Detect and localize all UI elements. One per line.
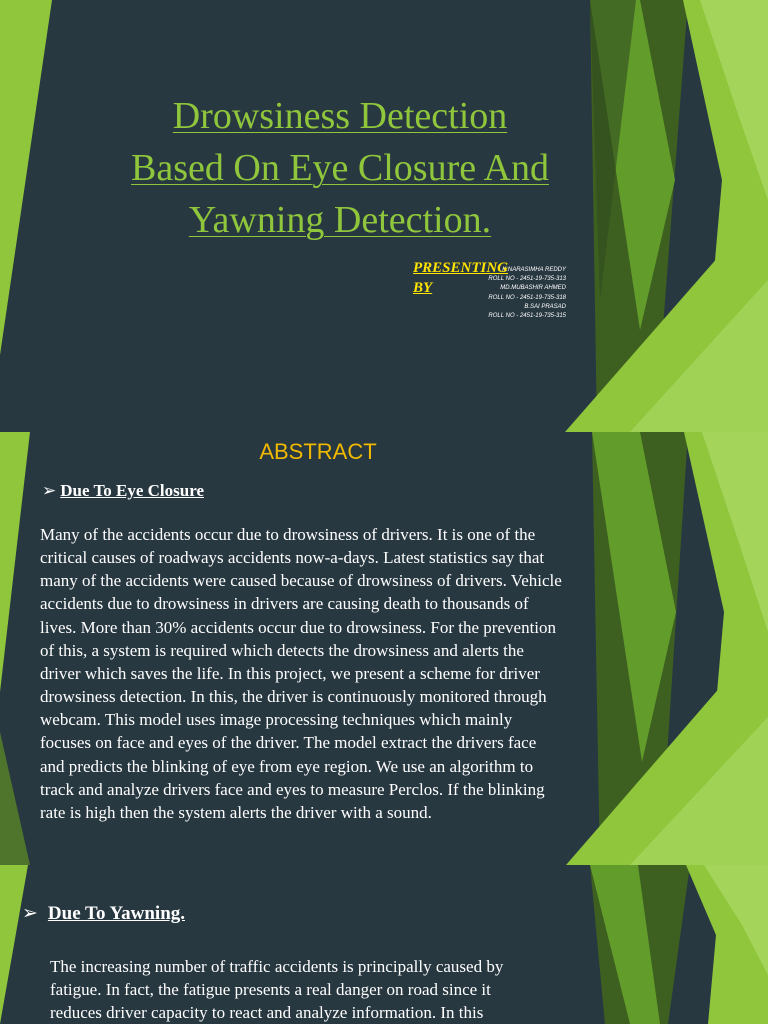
paragraph-line: rate is high then the system alerts the driver with a sound. — [40, 802, 432, 822]
presenter-line: MD.MUBASHIR AHMED — [500, 285, 566, 292]
eye-closure-paragraph — [40, 523, 620, 824]
arrow-bullet-icon: ➢ — [22, 903, 38, 924]
paragraph-line: Many of the accidents occur due to drowsiness of drivers. It is one of the — [40, 525, 536, 544]
bullet-label: Due To Yawning. — [47, 903, 186, 924]
title-line: Drowsiness Detection — [172, 95, 508, 137]
presenter-line: K.NARASIMHA REDDY — [502, 267, 566, 273]
abstract-heading: ABSTRACT — [259, 439, 377, 464]
presenting-line: PRESENTING — [413, 260, 509, 276]
title-slide — [0, 0, 768, 432]
paragraph-line: lives. More than 30% accidents occur due to drowsiness. For the prevention — [40, 617, 557, 637]
arrow-bullet-icon: ➢ — [42, 481, 57, 500]
presenting-by-label — [413, 258, 523, 298]
paragraph-line: focuses on face and eyes of the driver. The model extract the drivers face — [40, 733, 537, 753]
paragraph-line: reduces driver capacity to react and analyze information. In this — [50, 1003, 484, 1023]
paragraph-line: drowsiness detection. In this, the driver is continuously monitored through — [40, 687, 547, 707]
paragraph-line: track and analyze drivers face and eyes to measure Perclos. If the blinking — [40, 779, 545, 799]
yawning-paragraph — [50, 955, 590, 1024]
presenter-line: B.SAI PRASAD — [524, 303, 566, 310]
presenter-line: ROLL NO - 2451-19-735-318 — [488, 294, 566, 301]
bullet-eye-closure — [42, 481, 204, 501]
paragraph-line: driver which saves the life. In this project, we present a scheme for driver — [40, 663, 540, 683]
paragraph-line: many of the accidents were caused because of drowsiness of drivers. Vehicle — [40, 571, 562, 591]
yawning-slide — [0, 865, 768, 1024]
presenter-line: ROLL NO - 2451-19-735-313 — [488, 276, 566, 283]
paragraph-line: fatigue. In fact, the fatigue presents a real danger on road since it — [50, 980, 491, 1000]
slide-title — [60, 90, 620, 246]
paragraph-line: of this, a system is required which detects the drowsiness and alerts the — [40, 640, 524, 660]
title-line: Based On Eye Closure And — [131, 147, 549, 189]
bullet-label: Due To Eye Closure — [60, 481, 204, 500]
bullet-yawning — [22, 902, 185, 925]
paragraph-line: and predicts the blinking of eye from eye region. We use an algorithm to — [40, 756, 534, 776]
abstract-slide — [0, 432, 768, 865]
title-line: Yawning Detection. — [188, 199, 492, 241]
presenter-line: ROLL NO - 2451-19-735-315 — [488, 313, 566, 320]
presenting-line: BY — [413, 280, 433, 296]
paragraph-line: The increasing number of traffic accidents is principally caused by — [50, 957, 504, 976]
paragraph-line: accidents due to drowsiness in drivers are causing death to thousands of — [40, 594, 529, 614]
paragraph-line: webcam. This model uses image processing techniques which mainly — [40, 710, 513, 730]
paragraph-line: critical causes of roadways accidents now-a-days. Latest statistics say that — [40, 548, 545, 568]
